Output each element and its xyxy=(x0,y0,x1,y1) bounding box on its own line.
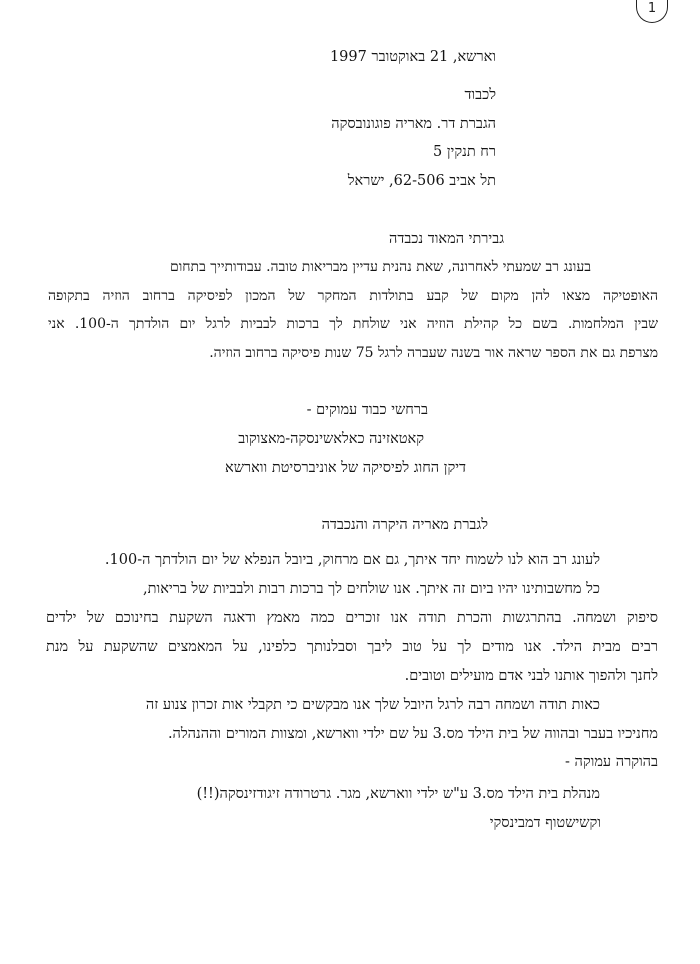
letter1-paragraph-line: בעונג רב שמעתי לאחרונה, שאת נהנית עדיין מבריאות טובה. עבודותייך בתחום xyxy=(169,259,591,275)
letter2-line: רבים מבית הילד. אנו מודים לך על טוב ליבך וסבלנותך כלפינו, על המאמצים שהשקעת על מנת xyxy=(46,639,658,655)
letter2-signer-line: וקשישטוף דמבינסקי xyxy=(489,815,601,831)
letter2-signer-line: מנהלת בית הילד מס.3 ע"ש ילדי ווארשא, מגר. גרטרודה זיגודזינסקה(!!) xyxy=(196,786,600,802)
letter2-line: לעונג רב הוא לנו לשמוח יחד איתך, גם אם מרחוק, ביובל הנפלא של יום הולדתך ה-100. xyxy=(104,552,600,568)
letter1-paragraph-line: מצרפת גם את הספר שראה אור בשנה שעברה לרגל 75 שנות פיסיקה ברחוב הוזיה. xyxy=(209,345,658,361)
letter2-line: מחניכיו בעבר ובהווה של בית הילד מס.3 על שם ילדי ווארשא, ומצוות המורים וההנהלה. xyxy=(167,726,658,742)
letter1-closing: ברחשי כבוד עמוקים - xyxy=(306,402,428,418)
date-line: וארשא, 21 באוקטובר 1997 xyxy=(329,49,496,65)
letter2-salutation: לגברת מאריה היקרה והנכבדה xyxy=(321,517,488,533)
letter1-paragraph-line: שבין המלחמות. בשם כל קהילת הוזיה אני שולחת לך ברכות לבביות לרגל יום הולדתך ה-100. אני xyxy=(48,316,658,332)
recipient-street: רח תנקין 5 xyxy=(433,144,496,160)
letter2-line: סיפוק ושמחה. בהתרגשות והכרת תודה אנו זוכרים כמה מאמץ ודאגה השקעת בחינוכם של ילדים xyxy=(46,610,658,626)
letter2-line: לחנך ולהפוך אותנו לבני אדם מועילים וטובים. xyxy=(404,668,658,684)
recipient-name: הגברת דר. מאריה פוגונובסקה xyxy=(331,116,496,132)
recipient-city: תל אביב 62-506, ישראל xyxy=(347,173,496,189)
to-label: לכבוד xyxy=(464,87,496,103)
page-number: 1 xyxy=(636,0,668,23)
letter2-closing: בהוקרה עמוקה - xyxy=(565,754,658,770)
letter1-signer-title: דיקן החוג לפיסיקה של אוניברסיטת ווארשא xyxy=(225,460,466,476)
letter2-line: כל מחשבותינו יהיו ביום זה איתך. אנו שולחים לך ברכות רבות ולבביות של בריאות, xyxy=(143,581,600,597)
letter1-salutation: גבירתי המאוד נכבדה xyxy=(389,231,504,247)
letter1-signer-name: קאטאזינה כאלאשינסקה-מאצוקוב xyxy=(238,431,424,447)
letter1-paragraph-line: האופטיקה מצאו להן מקום של קבע בתולדות המחקר של המכון לפיסיקה ברחוב הוזיה בתקופה xyxy=(48,288,658,304)
letter2-line: כאות תודה ושמחה רבה לרגל היובל שלך אנו מבקשים כי תקבלי אות זכרון צנוע זה xyxy=(145,697,600,713)
